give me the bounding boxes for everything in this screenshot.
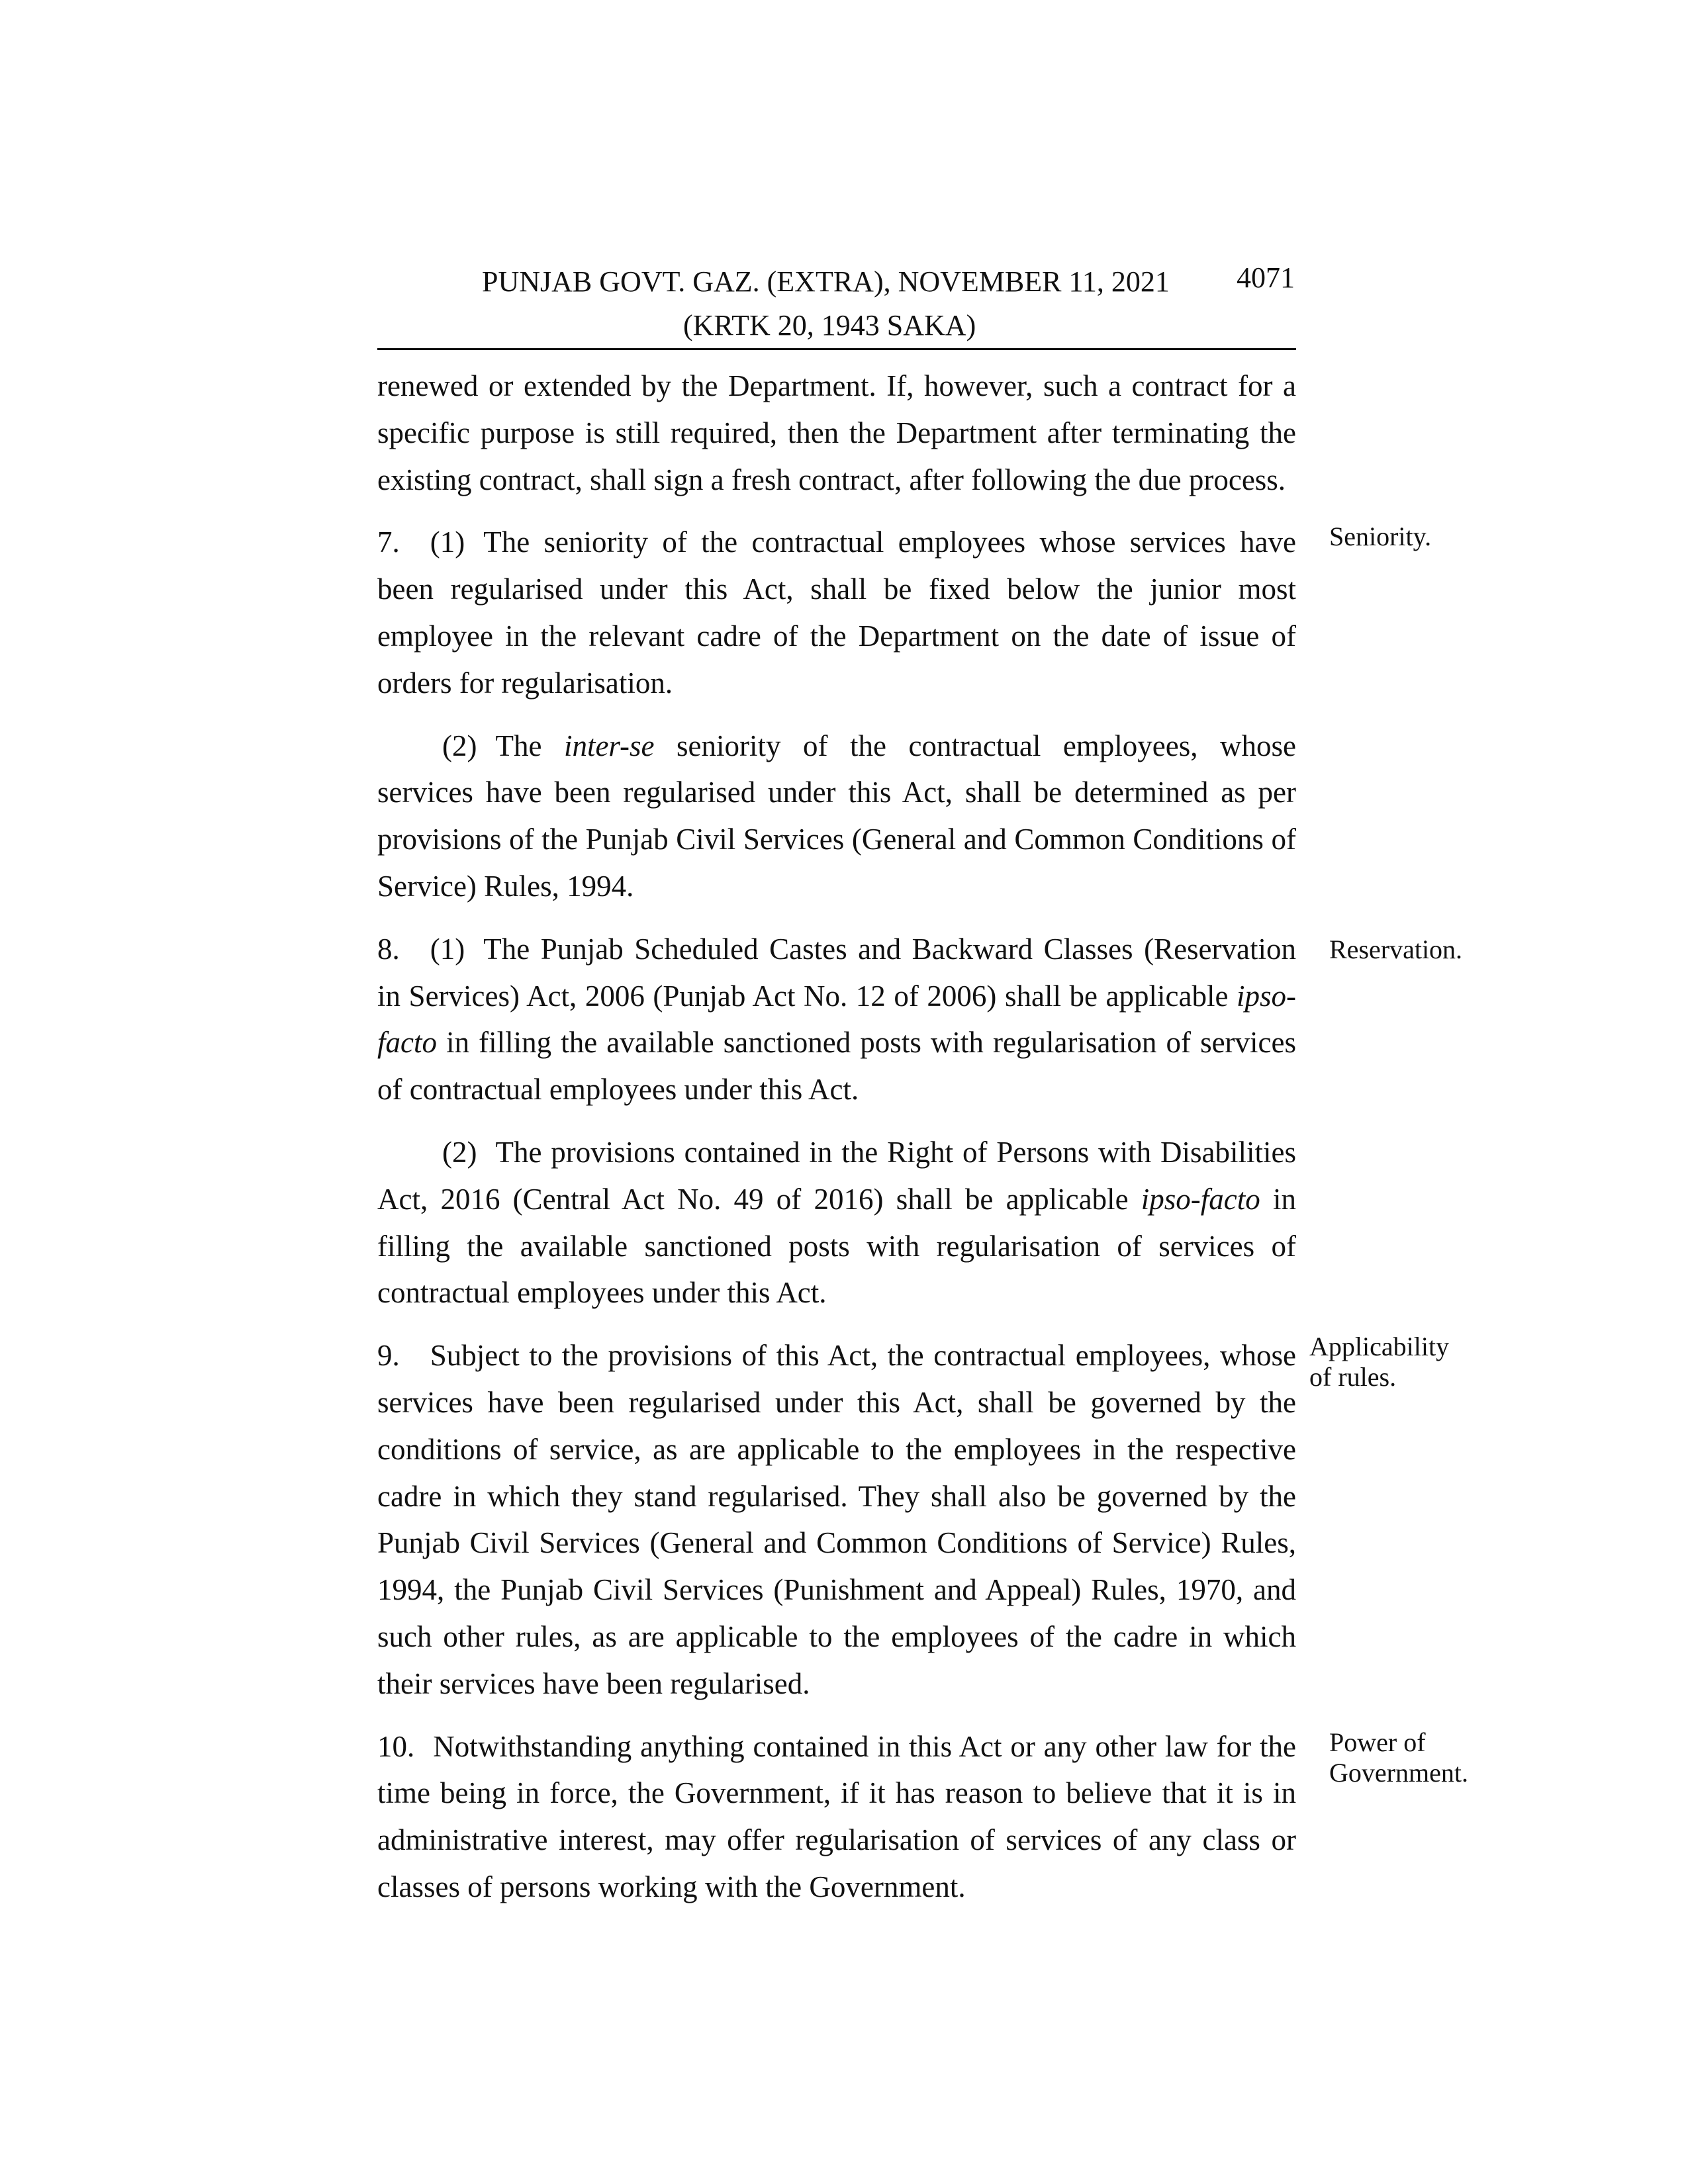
- section-8-sub1-pre: The Punjab Scheduled Castes and Backward Classes (Reservation in Services) Act, 2006 (Punjab Act No. 12 of 2006) shall be applicable: [377, 932, 1296, 1013]
- section-10: [377, 1723, 1296, 1911]
- section-9: [377, 1332, 1296, 1707]
- section-7-sub2-post: seniority of the contractual employees, whose services have been regularised under this Act, shall be determined as per provisions of the Punjab Civil Services (General and Common Conditions of Service) Rules, 1994.: [377, 729, 1296, 903]
- section-8-sub1-post: in filling the available sanctioned posts with regularisation of services of contractual employees under this Act.: [377, 1026, 1297, 1107]
- section-7-number: 7.: [377, 525, 400, 559]
- section-8-sub1-italic: ipso-facto: [377, 979, 1297, 1060]
- section-7-sub1-label: (1): [430, 525, 465, 559]
- section-8-sub2-italic: ipso-facto: [1141, 1182, 1260, 1216]
- section-9-number: 9.: [377, 1339, 400, 1373]
- page-number: 4071: [1237, 261, 1295, 294]
- margin-note-power-line1: Power of: [1329, 1727, 1426, 1757]
- body-text: [377, 363, 1296, 1927]
- section-8-sub1-label: (1): [430, 932, 465, 966]
- section-7-sub2-pre: The: [495, 729, 542, 762]
- section-8-sub2-post: in filling the available sanctioned posts with regularisation of services of contractual employees under this Act.: [377, 1182, 1297, 1310]
- margin-note-seniority: Seniority.: [1329, 522, 1432, 551]
- section-7-2: [377, 723, 1296, 910]
- continuation-text: renewed or extended by the Department. If, however, such a contract for a specific purpose is still required, then the Department after terminating the existing contract, shall sign a fresh contract, after following the due process.: [377, 369, 1296, 496]
- section-8-1: [377, 926, 1296, 1113]
- margin-note-applicability-line2: of rules.: [1309, 1362, 1397, 1392]
- section-7-sub2-label: (2): [442, 729, 477, 762]
- margin-note-applicability-line1: Applicability: [1309, 1332, 1450, 1361]
- section-7-1: [377, 519, 1296, 706]
- section-8-sub2-label: (2): [442, 1135, 477, 1169]
- section-7-sub1-text: The seniority of the contractual employees whose services have been regularised under this Act, shall be fixed below the junior most employee in the relevant cadre of the Department on the date of issue of orders for regularisation.: [377, 525, 1296, 700]
- section-8-number: 8.: [377, 932, 400, 966]
- continuation-paragraph: [377, 363, 1296, 503]
- header-rule: [377, 348, 1296, 350]
- section-10-number: 10.: [377, 1729, 415, 1763]
- margin-note-reservation: Reservation.: [1329, 934, 1463, 964]
- section-7-sub2-italic: inter-se: [563, 729, 655, 762]
- section-10-text: Notwithstanding anything contained in this Act or any other law for the time being in force, the Government, if it has reason to believe that it is in administrative interest, may offer regularisation of services of any class or classes of persons working with the Government.: [377, 1729, 1296, 1903]
- section-8-2: [377, 1129, 1296, 1316]
- section-9-text: Subject to the provisions of this Act, the contractual employees, whose services have been regularised under this Act, shall be governed by the conditions of service, as are applicable to the employees in the respective cadre in which they stand regularised. They shall also be governed by the Punjab Civil Services (General and Common Conditions of Service) Rules, 1994, the Punjab Civil Services (Punishment and Appeal) Rules, 1970, and such other rules, as are applicable to the employees of the cadre in which their services have been regularised.: [377, 1339, 1296, 1700]
- section-8-sub2-pre: The provisions contained in the Right of Persons with Disabilities Act, 2016 (Central Act No. 49 of 2016) shall be applicable: [377, 1135, 1296, 1216]
- gazette-header-subtitle: (KRTK 20, 1943 SAKA): [683, 309, 976, 341]
- gazette-header-title: PUNJAB GOVT. GAZ. (EXTRA), NOVEMBER 11, 2021: [482, 265, 1170, 298]
- margin-note-power-line2: Government.: [1329, 1758, 1468, 1788]
